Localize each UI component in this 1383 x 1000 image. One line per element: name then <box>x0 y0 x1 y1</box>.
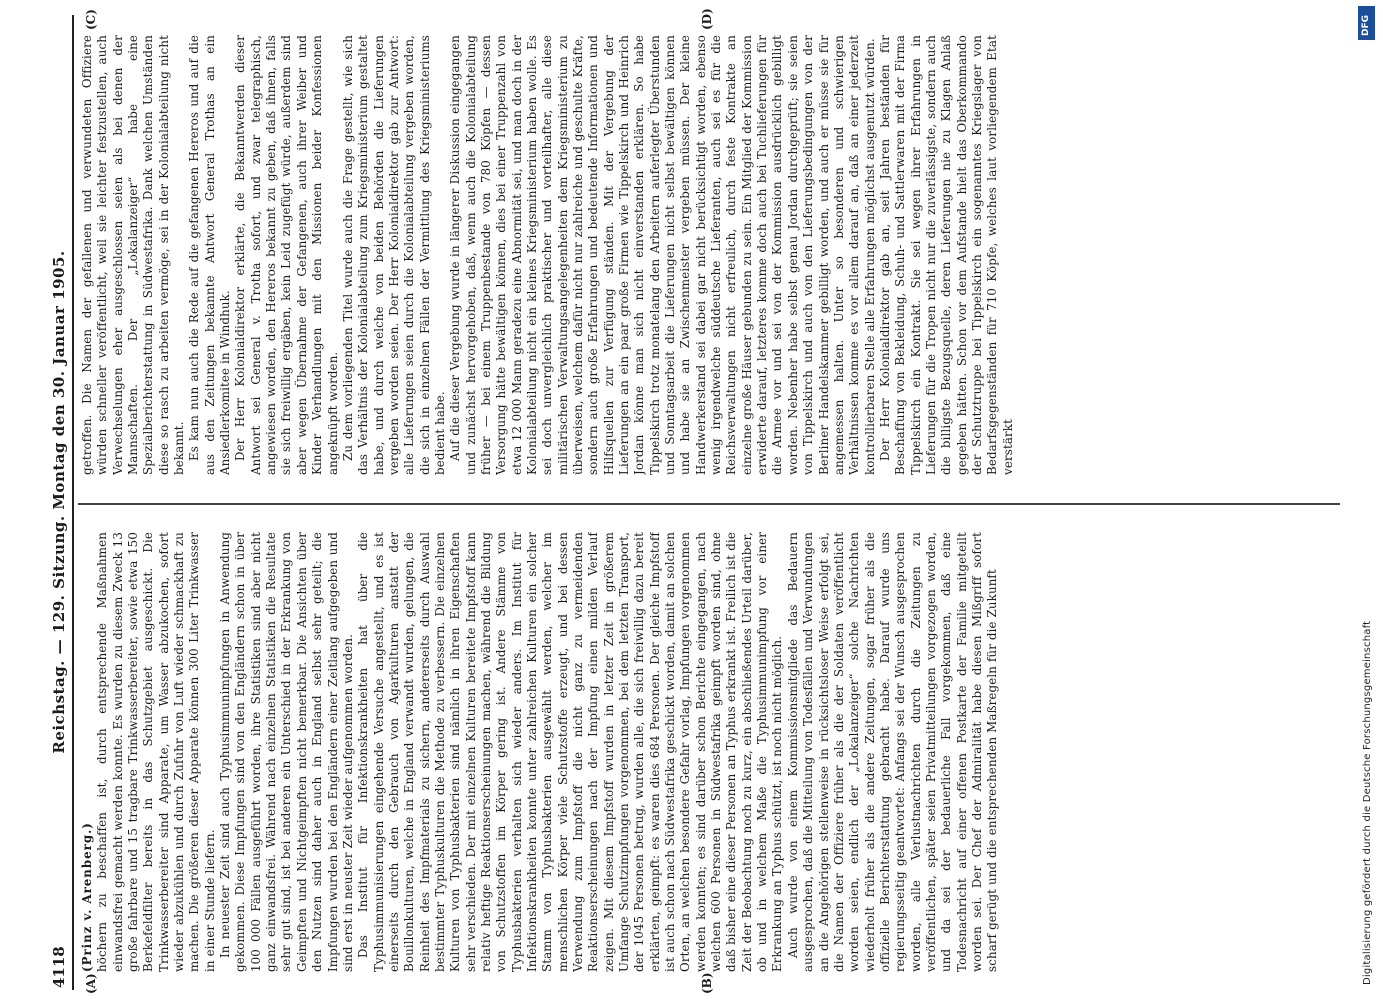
paragraph: Auf die dieser Vergebung wurde in längerer Diskussion eingegangen und zunächst hervorgehoben, daß, wenn auch die Kolonialabteilung früher — bei einem Truppenbestande von 780 Köpfen — dessen Versorgung hätte bewältigen können, dies bei einer Truppenzahl von etwa 12 000 Mann geradezu eine Abnormität sei, und man doch in der Kolonialabteilung nicht ein kleines Kriegsministerium haben wolle. Es sei doch unvergleichlich praktischer und vorteilhafter, alle diese militärischen Verwaltungsangelegenheiten dem Kriegsministerium zu überweisen, welchem dafür nicht nur zahlreiche und geschulte Kräfte, sondern auch große Erfahrungen und bedeutende Informationen und Hilfsquellen zur Verfügung ständen. Mit der Vergebung der Lieferungen an ein paar große Firmen wie Tippelskirch und Heinrich Jordan könne man sich nicht einverstanden erklären. So habe Tippelskirch trotz monatelang den Arbeitern auferlegter Überstunden und Sonntagsarbeit die Lieferungen nicht selbst bewältigen können und habe sie an Zwischenmeister vergeben müssen. Der kleine Handwerkerstand sei dabei gar nicht berücksichtigt worden, ebenso wenig irgendwelche süddeutsche Lieferanten, auch sei es für die Reichsverwaltungen nicht erfreulich, durch feste Kontrakte an einzelne große Häuser gebunden zu sein. Ein Mitglied der Kommission erwiderte darauf, letzteres komme doch auch bei Tuchlieferungen für die Armee vor und sei von der Kommission ausdrücklich gebilligt worden. Nebenher habe selbst genau Jordan durchgeprüft; sie seien von Tippelskirch und auch von den Lieferungsbedingungen von der Berliner Handelskammer gebilligt worden, und auch er müsse sie für angemessen halten. Unter so besonderen und schwierigen Verhältnissen komme es vor allem darauf an, daß an einer jederzeit kontrollierbaren Stelle alle Erfahrungen möglichst ausgenutzt würden. <box>448 35 877 475</box>
page-number: 4118 <box>50 946 68 988</box>
margin-marker-d: (D) <box>700 8 714 30</box>
margin-marker-a: (A) <box>84 973 98 994</box>
dfg-logo: DFG <box>1358 6 1375 40</box>
header-title: Reichstag. — 129. Sitzung. Montag den 30. Januar 1905. <box>50 250 68 754</box>
header-rule <box>72 15 74 990</box>
margin-marker-c: (C) <box>84 9 98 30</box>
paragraph: Der Herr Kolonialdirektor erklärte, die Bekanntwerden dieser Antwort sei General v. Trotha sofort, und zwar telegraphisch, angewiesen worden, den Hereros bekannt zu geben, daß ihnen, falls sie sich freiwillig ergäben, kein Leid zugefügt würde, außerdem sind aber wegen Übernahme der Gefangenen, auch ihrer Weiber und Kinder Verhandlungen mit den Missionen beider Konfessionen angeknüpft worden. <box>233 35 340 475</box>
right-column <box>80 35 1335 475</box>
digitization-credit: Digitalisierung gefördert durch die Deutsche Forschungsgemeinschaft <box>1362 620 1373 985</box>
running-header <box>48 16 72 988</box>
paragraph: Es kam nun auch die Rede auf die gefangenen Hereros und auf die aus den Zeitungen bekannte Antwort General Trothas an ein Ansiedlerkomitee in Windhuk. <box>187 35 233 475</box>
digitization-credit-bar <box>1348 0 1378 1000</box>
paragraph: Der Herr Kolonialdirektor gab an, seit Jahren beständen für Beschaffung von Bekleidung, Schuh- und Sattlerwaren mit der Firma Tippelskirch ein Kontrakt. Sie sei wegen ihrer Erfahrungen in Lieferungen für die Tropen nicht nur die zuverlässigste, sondern auch die billigste Bezugsquelle, deren Lieferungen nie zu Klagen Anlaß gegeben hätten. Schon vor dem Aufstande hielt das Oberkommando der Schutztruppe bei Tippelskirch ein sogenanntes Kriegslager von Bedarfsgegenständen für 710 Köpfe, welches laut vorliegendem Etat verstärkt <box>877 35 1015 475</box>
paragraph: höchern zu beschaffen ist, durch entsprechende Maßnahmen einwandsfrei gemacht werden konnte. Es wurden zu diesem Zweck 13 große fahrbare und 15 tragbare Trinkwasserbereiter, sowie etwa 150 Berkefeldfilter bereits in das Schutzgebiet ausgeschickt. Die Trinkwasserbereiter sind Apparate, um Wasser abzukochen, sofort wieder abzukühlen und durch Zufuhr von Luft wieder schmackhaft zu machen. Die größeren dieser Apparate können 300 Liter Trinkwasser in einer Stunde liefern. <box>95 532 217 972</box>
paragraph: In neuester Zeit sind auch Typhusimmunimpfungen in Anwendung gekommen. Diese Impfungen sind von den Engländern schon in über 100 000 Fällen ausgeführt worden, ihre Statistiken sind aber nicht ganz einwandsfrei. Während nach einzelnen Statistiken die Resultate sehr gut sind, ist bei anderen ein Unterschied in der Erkrankung von Geimpften und Nichtgeimpften nicht bemerkbar. Die Ansichten über den Nutzen sind daher auch in England selbst sehr geteilt; die Impfungen wurden bei den Engländern einer Zeitlang aufgegeben und sind erst in neuster Zeit wieder aufgenommen worden. <box>218 532 355 972</box>
column-divider <box>78 504 1340 506</box>
paragraph: Zu dem vorliegenden Titel wurde auch die Frage gestellt, wie sich das Verhältnis der Kolonialabteilung zum Kriegsministerium gestaltet habe, und durch welche von beiden Behörden die Lieferungen vergeben worden seien. Der Herr Kolonialdirektor gab zur Antwort: alle Lieferungen seien durch die Kolonialabteilung vergeben worden, die sich in einzelnen Fällen der Vermittlung des Kriegsministeriums bedient habe. <box>340 35 447 475</box>
left-column <box>80 532 1335 972</box>
paragraph: Auch wurde von einem Kommissionsmitgliede das Bedauern ausgesprochen, daß die Mitteilung von Todesfällen und Verwundungen an die Angehörigen stellenweise in rücksichtsloser Weise erfolgt sei, die Namen der Offiziere früher als die der Soldaten veröffentlicht worden seien, endlich der „Lokalanzeiger“ solche Nachrichten wiederholt früher als die andere Zeitungen, sogar früher als die offizielle Berichterstattung gebracht habe. Darauf wurde uns regierungsseitig geantwortet: Anfangs sei der Wunsch ausgesprochen worden, alle Verlustnachrichten durch die Zeitungen zu veröffentlichen, später seien Privatmitteilungen vorgezogen worden, und da sei der bedauerliche Fall vorgekommen, daß eine Todesnachricht auf einer offenen Postkarte der Familie mitgeteilt worden sei. Der Chef der Admiralität habe diesen Mißgriff sofort scharf gerügt und die entsprechenden Maßregeln für die Zukunft <box>785 532 1000 972</box>
speaker-name: (Prinz v. Arenberg.) <box>80 822 94 972</box>
paragraph: getroffen. Die Namen der gefallenen und verwundeten Offiziere würden schneller veröffentlicht, weil sie leichter festzustellen, auch Verwechselungen eher ausgeschlossen seien als bei denen der Mannschaften. Der „Lokalanzeiger“ habe eine Spezialberichterstattung in Südwestafrika. Dank welchen Umständen diese so rasch zu arbeiten vermöge, sei in der Kolonialabteilung nicht bekannt. <box>80 35 187 475</box>
margin-marker-b: (B) <box>700 972 714 994</box>
paragraph: Das Institut für Infektionskrankheiten hat über die Typhusimmunisierungen eingehende Versuche angestellt, und es ist einerseits durch den Gebrauch von Agarkulturen anstatt der Bouillonkulturen, welche in England verwandt wurden, gelungen, die Reinheit des Impfmaterials zu sichern, andererseits durch Auswahl bestimmter Typhuskulturen die Methode zu verbessern. Die einzelnen Kulturen von Typhusbakterien sind nämlich in ihren Eigenschaften sehr verschieden. Der mit einzelnen Kulturen bereitete Impfstoff kann relativ heftige Reaktionserscheinungen machen, während die Bildung von Schutzstoffen im Körper gering ist. Andere Stämme von Typhusbakterien verhalten sich wieder anders. Im Institut für Infektionskrankheiten konnte unter zahlreichen Kulturen ein solcher Stamm von Typhusbakterien ausgewählt werden, welcher im menschlichen Körper viele Schutzstoffe erzeugt, und bei dessen Verwendung zum Impfstoff die nicht ganz zu vermeidenden Reaktionserscheinungen nach der Impfung einen milden Verlauf zeigen. Mit diesem Impfstoff wurden in letzter Zeit in größerem Umfange Schutzimpfungen vorgenommen, bei dem letzten Transport, der 1045 Personen betrug, wurden alle, die sich freiwillig dazu bereit erklärten, geimpft: es waren dies 684 Personen. Der gleiche Impfstoff ist auch schon nach Südwestafrika geschickt worden, damit an solchen Orten, an welchen besondere Gefahr vorlag, Impfungen vorgenommen werden konnten; es sind darüber schon Berichte eingegangen, nach welchen 600 Personen in Südwestafrika geimpft worden sind, ohne daß bisher eine dieser Personen an Typhus erkrankt ist. Freilich ist die Zeit der Beobachtung noch zu kurz, ein abschließendes Urteil darüber, ob und in welchem Maße die Typhusimmunimpfung vor einer Erkrankung an Typhus schützt, ist noch nicht möglich. <box>356 532 785 972</box>
